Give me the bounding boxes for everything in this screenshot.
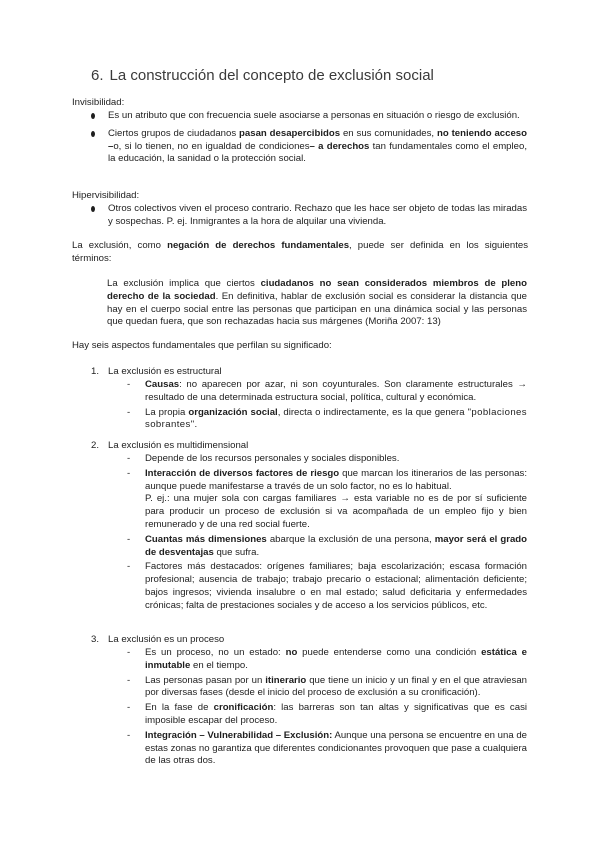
- heading-number: 6.: [91, 67, 104, 84]
- intro-paragraph: La exclusión, como negación de derechos fundamentales, puede ser definida en los siguientes términos:: [72, 240, 528, 264]
- dash-item: - Cuantas más dimensiones abarque la exclusión de una persona, mayor será el grado de desventajas que sufra.: [127, 534, 527, 560]
- section-3-list: [127, 647, 527, 770]
- hipervisibilidad-label: Hipervisibilidad:: [72, 190, 140, 201]
- heading-title: La construcción del concepto de exclusión social: [109, 67, 434, 84]
- dash-item: - Factores más destacados: orígenes familiares; baja escolarización; escasa formación profesional; ausencia de trabajo; trabajo precario o estacional; alimentación deficiente; bajos ingresos; vivienda insalubre o en mal estado; salud deficitaria y enfermedades crónicas; falta de prestaciones sociales y de acceso a los servicios públicos, etc.: [127, 561, 527, 612]
- bullet-item: Otros colectivos viven el proceso contrario. Rechazo que les hace ser objeto de todas las miradas y sospechas. P. ej. Inmigrantes a la hora de alquilar una vivienda.: [90, 203, 527, 229]
- section-2-list: [127, 453, 527, 615]
- dash-item: - Interacción de diversos factores de riesgo que marcan los itinerarios de las personas: aunque puede manifestarse a través de un solo factor, no es lo habitual. P. ej.: una mujer sola con cargas familiares → esta variable no es de por sí suficiente para producir un proceso de exclusión si va acompañada de un empleo fijo y bien remunerado y de una red social fuerte.: [127, 468, 527, 532]
- aspects-intro: Hay seis aspectos fundamentales que perfilan su significado:: [72, 340, 332, 351]
- dash-item: - Es un proceso, no un estado: no puede entenderse como una condición estática e inmutable en el tiempo.: [127, 647, 527, 673]
- section-3-title: 3. La exclusión es un proceso: [91, 634, 225, 645]
- dash-item: - Causas: no aparecen por azar, ni son coyunturales. Son claramente estructurales → resultado de una determinada estructura social, política, cultural y económica.: [127, 379, 527, 405]
- bullet-item: Ciertos grupos de ciudadanos pasan desapercibidos en sus comunidades, no teniendo acceso –o, si lo tienen, no en igualdad de condiciones– a derechos tan fundamentales como el empleo, la educación, la sanidad o la protección social.: [90, 128, 527, 166]
- dash-item: - Las personas pasan por un itinerario que tiene un inicio y un final y en el que atraviesan por diversas fases (desde el inicio del proceso de exclusión a su cronificación).: [127, 675, 527, 701]
- bullet-item: Es un atributo que con frecuencia suele asociarse a personas en situación o riesgo de exclusión.: [90, 110, 527, 123]
- section-2-title: 2. La exclusión es multidimensional: [91, 440, 249, 451]
- section-1-title: 1. La exclusión es estructural: [91, 366, 222, 377]
- hipervisibilidad-list: [90, 203, 527, 234]
- section-heading: [91, 67, 434, 85]
- invisibilidad-list: [90, 110, 527, 171]
- invisibilidad-label: Invisibilidad:: [72, 97, 125, 108]
- dash-item: - En la fase de cronificación: las barreras son tan altas y significativas que es casi imposible escapar del proceso.: [127, 702, 527, 728]
- dash-item: - Depende de los recursos personales y sociales disponibles.: [127, 453, 527, 466]
- section-1-list: [127, 379, 527, 434]
- dash-item: - La propia organización social, directa o indirectamente, es la que genera "poblaciones sobrantes".: [127, 407, 527, 433]
- definition-quote: La exclusión implica que ciertos ciudadanos no sean considerados miembros de pleno derecho de la sociedad. En definitiva, hablar de exclusión social es considerar la distancia que hay en el cuerpo social entre las personas que participan en una dinámica social y las personas que quedan fuera, que son rechazadas hacia sus márgenes (Moriña 2007: 13): [107, 278, 527, 328]
- dash-item: - Integración – Vulnerabilidad – Exclusión: Aunque una persona se encuentre en una de estas zonas no garantiza que diferentes condicionantes provoquen que pase a cualquiera de las otras dos.: [127, 730, 527, 768]
